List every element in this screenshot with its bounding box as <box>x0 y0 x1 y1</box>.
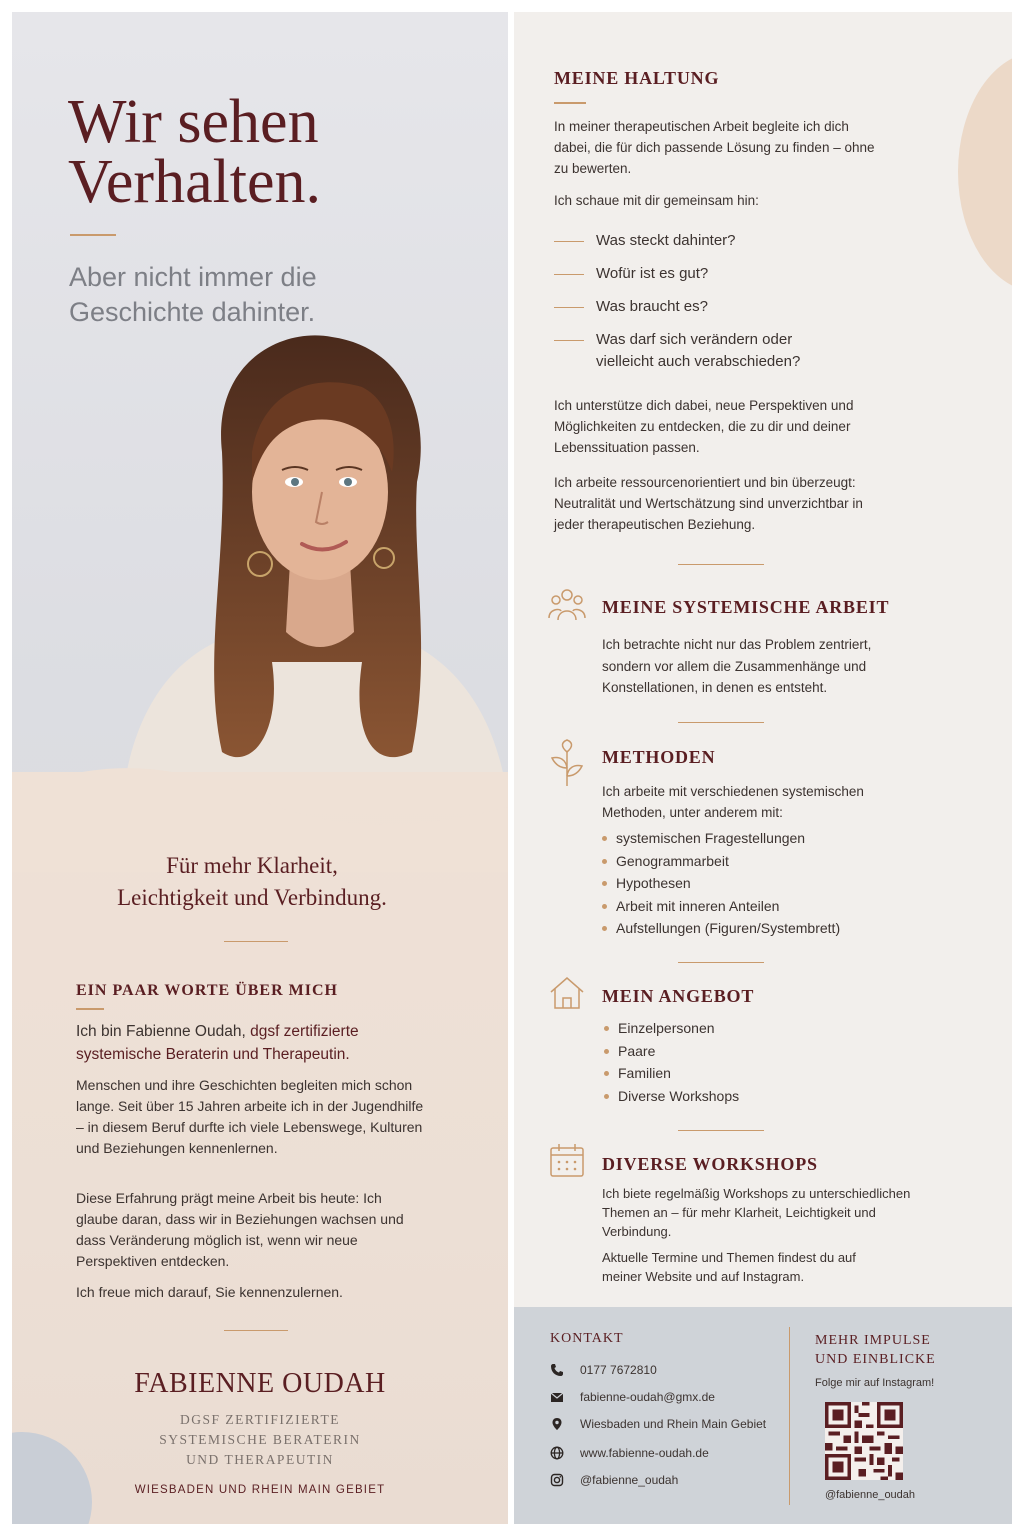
calendar-icon <box>548 1142 586 1180</box>
haltung-heading-rule <box>554 102 586 104</box>
haltung-paragraph-4: Ich arbeite ressourcenorientiert und bin überzeugt: Neutralität und Wertschätzung sind unverzichtbar in jeder therapeutischen Beziehung. <box>554 475 863 532</box>
follow-label: Folge mir auf Instagram! <box>815 1377 935 1389</box>
brand-credentials: DGSF ZERTIFIZIERTE SYSTEMISCHE BERATERIN UND THERAPEUTIN <box>159 1412 361 1467</box>
list-item: Hypothesen <box>602 872 840 895</box>
systemisch-text: Ich betrachte nicht nur das Problem zentriert, sondern vor allem die Zusammenhänge und Konstellationen, in denen es entsteht. <box>602 637 872 695</box>
mail-icon <box>550 1390 564 1404</box>
workshops-text-2: Aktuelle Termine und Themen findest du auf meiner Website und auf Instagram. <box>602 1250 856 1284</box>
methoden-heading: METHODEN <box>602 747 716 767</box>
brand-name: FABIENNE OUDAH <box>134 1368 386 1399</box>
list-item: Arbeit mit inneren Anteilen <box>602 895 840 918</box>
hero-title: Wir sehen Verhalten. <box>68 88 322 216</box>
divider <box>224 941 288 942</box>
question-item: Was darf sich verändern oder vielleicht auch verabschieden? <box>554 329 826 373</box>
contact-divider <box>789 1327 790 1505</box>
left-panel <box>12 12 508 1524</box>
list-item: Diverse Workshops <box>604 1085 739 1108</box>
divider <box>678 722 764 723</box>
angebot-heading: MEIN ANGEBOT <box>602 986 755 1006</box>
hero-subtitle: Aber nicht immer die Geschichte dahinter. <box>69 262 317 327</box>
workshops-text-1: Ich biete regelmäßig Workshops zu unterschiedlichen Themen an – für mehr Klarheit, Leichtigkeit und Verbindung. <box>602 1186 911 1239</box>
list-item: Paare <box>604 1040 739 1063</box>
about-heading: EIN PAAR WORTE ÜBER MICH <box>76 982 338 999</box>
haltung-paragraph-1: In meiner therapeutischen Arbeit begleite ich dich dabei, die für dich passende Lösung zu finden – ohne zu bewerten. <box>554 119 875 176</box>
region-label: WIESBADEN UND RHEIN MAIN GEBIET <box>134 1484 386 1496</box>
question-item: Was steckt dahinter? <box>554 230 736 252</box>
haltung-paragraph-3: Ich unterstütze dich dabei, neue Perspektiven und Möglichkeiten zu entdecken, die zu dir und deiner Lebenssituation passen. <box>554 398 854 455</box>
list-item: Einzelpersonen <box>604 1017 739 1040</box>
house-icon <box>548 974 586 1012</box>
contact-email[interactable]: fabienne-oudah@gmx.de <box>550 1390 715 1404</box>
question-item: Was braucht es? <box>554 296 708 318</box>
divider <box>678 962 764 963</box>
question-item: Wofür ist es gut? <box>554 263 708 285</box>
divider <box>224 1330 288 1331</box>
right-panel <box>514 12 1012 1524</box>
leaf-icon <box>548 736 586 786</box>
systemisch-heading: MEINE SYSTEMISCHE ARBEIT <box>602 597 890 617</box>
contact-website[interactable]: www.fabienne-oudah.de <box>550 1446 709 1460</box>
impulse-heading: MEHR IMPULSE UND EINBLICKE <box>815 1333 936 1367</box>
qr-handle: @fabienne_oudah <box>824 1489 916 1501</box>
hero-divider <box>70 234 116 236</box>
list-item: systemischen Fragestellungen <box>602 827 840 850</box>
divider <box>678 1130 764 1131</box>
haltung-heading: MEINE HALTUNG <box>554 68 720 88</box>
globe-icon <box>550 1446 564 1460</box>
list-item: Familien <box>604 1062 739 1085</box>
instagram-icon <box>550 1473 564 1487</box>
workshops-heading: DIVERSE WORKSHOPS <box>602 1154 818 1174</box>
divider <box>678 564 764 565</box>
about-paragraph-3: Ich freue mich darauf, Sie kennenzulernen. <box>76 1284 343 1300</box>
contact-phone[interactable]: 0177 7672810 <box>550 1363 657 1377</box>
about-heading-rule <box>76 1008 104 1010</box>
list-item: Aufstellungen (Figuren/Systembrett) <box>602 917 840 940</box>
angebot-list <box>604 1017 739 1107</box>
phone-icon <box>550 1363 564 1377</box>
contact-instagram[interactable]: @fabienne_oudah <box>550 1473 678 1487</box>
list-item: Genogrammarbeit <box>602 850 840 873</box>
about-intro: Ich bin Fabienne Oudah, dgsf zertifizierte systemische Beraterin und Therapeutin. <box>76 1023 359 1063</box>
about-paragraph-2: Diese Erfahrung prägt meine Arbeit bis heute: Ich glaube daran, dass wir in Beziehungen wachsen und dass Veränderung möglich ist, wenn wir neue Perspektiven entdecken. <box>76 1190 404 1269</box>
decorative-circle <box>958 52 1012 292</box>
about-paragraph-1: Menschen und ihre Geschichten begleiten mich schon lange. Seit über 15 Jahren arbeite ich in der Jugendhilfe – in diesem Beruf durfte ich viele Lebenswege, Kulturen und Beziehungen kennenlernen. <box>76 1077 424 1156</box>
qr-code[interactable] <box>822 1402 906 1480</box>
methoden-list <box>602 827 840 940</box>
contact-section <box>514 1307 1012 1524</box>
haltung-paragraph-2: Ich schaue mit dir gemeinsam hin: <box>554 193 759 208</box>
contact-location: Wiesbaden und Rhein Main Gebiet <box>550 1417 766 1431</box>
location-pin-icon <box>550 1417 564 1431</box>
methoden-text: Ich arbeite mit verschiedenen systemischen Methoden, unter anderem mit: <box>602 784 864 820</box>
contact-heading: KONTAKT <box>550 1331 624 1346</box>
tagline: Für mehr Klarheit, Leichtigkeit und Verbindung. <box>117 853 387 910</box>
people-icon <box>548 586 586 624</box>
